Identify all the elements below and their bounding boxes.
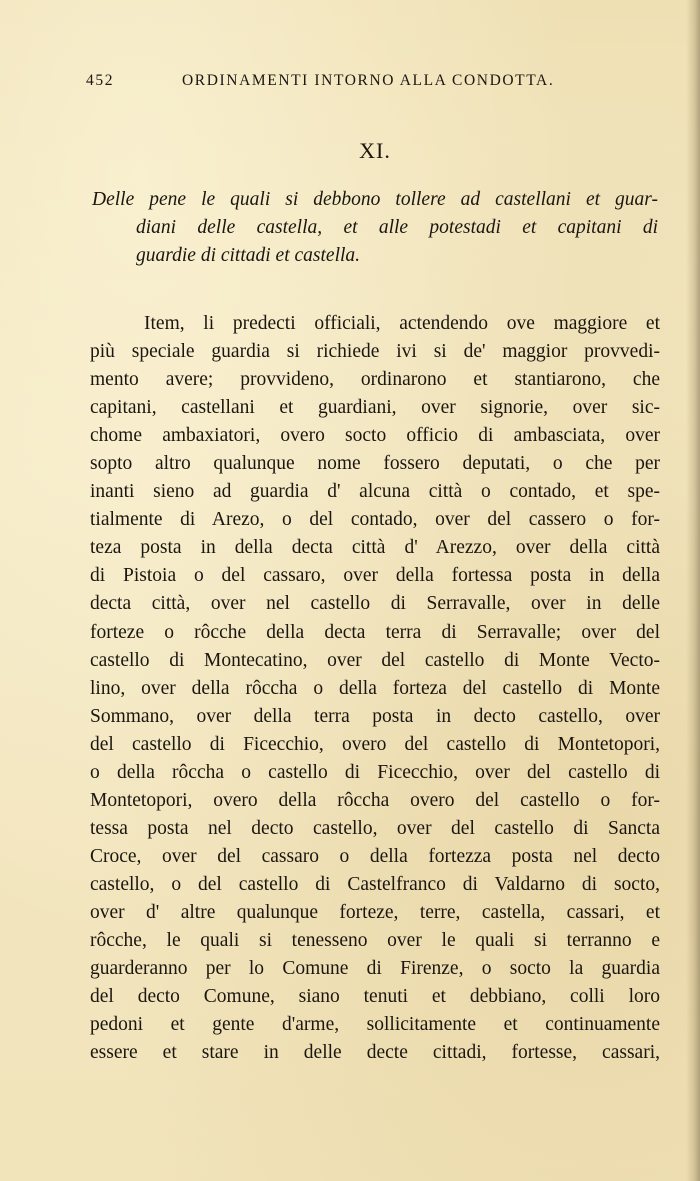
rubric-line: Delle pene le quali si debbono tollere ad castellani et guar-	[92, 189, 658, 210]
text-line: di Pistoia o del cassaro, over della fortessa posta in della	[90, 565, 660, 587]
text-line: tialmente di Arezo, o del contado, over del cassero o for-	[90, 509, 660, 531]
text-line: castello, o del castello di Castelfranco di Valdarno di socto,	[90, 873, 660, 895]
text-line: lino, over della rôccha o della forteza del castello di Monte	[90, 677, 660, 699]
text-line: pedoni et gente d'arme, sollicitamente et continuamente	[90, 1014, 660, 1036]
text-line: o della rôccha o castello di Ficecchio, over del castello di	[90, 761, 660, 783]
page-number: 452	[86, 72, 115, 89]
body-paragraph	[90, 310, 660, 1067]
text-line: forteze o rôcche della decta terra di Serravalle; over del	[90, 621, 660, 643]
text-line: Item, li predecti officiali, actendendo ove maggiore et	[144, 313, 660, 334]
rubric-line: guardie di cittadi et castella.	[136, 245, 361, 266]
text-line: più speciale guardia si richiede ivi si de' maggior provvedi-	[90, 341, 660, 363]
running-head	[86, 72, 606, 96]
text-line: Croce, over del cassaro o della fortezza posta nel decto	[90, 845, 660, 867]
text-line: over d' altre qualunque forteze, terre, castella, cassari, et	[90, 901, 660, 923]
text-line: guarderanno per lo Comune di Firenze, o socto la guardia	[90, 958, 660, 980]
text-line: Sommano, over della terra posta in decto castello, over	[90, 705, 660, 727]
text-line: rôcche, le quali si tenesseno over le quali si terranno e	[90, 930, 660, 952]
text-line: tessa posta nel decto castello, over del castello di Sancta	[90, 817, 660, 839]
text-line: chome ambaxiatori, overo socto officio di ambasciata, over	[90, 425, 660, 447]
text-line: Montetopori, overo della rôccha overo del castello o for-	[90, 789, 660, 811]
text-line: capitani, castellani et guardiani, over signorie, over sic-	[90, 397, 660, 419]
text-line: inanti sieno ad guardia d' alcuna città o contado, et spe-	[90, 481, 660, 503]
text-line: sopto altro qualunque nome fossero deputati, o che per	[90, 453, 660, 475]
text-line: mento avere; provvideno, ordinarono et stantiarono, che	[90, 369, 660, 391]
text-line: castello di Montecatino, over del castello di Monte Vecto-	[90, 649, 660, 671]
page-edge-shadow	[686, 0, 700, 1181]
text-line: essere et stare in delle decte cittadi, fortesse, cassari,	[90, 1042, 660, 1064]
chapter-rubric	[92, 186, 658, 270]
text-line: decta città, over nel castello di Serravalle, over in delle	[90, 593, 660, 615]
running-head-title: ORDINAMENTI INTORNO ALLA CONDOTTA.	[182, 72, 555, 89]
text-line: teza posta in della decta città d' Arezzo, over della città	[90, 537, 660, 559]
text-line: del castello di Ficecchio, overo del castello di Montetopori,	[90, 733, 660, 755]
rubric-line: diani delle castella, et alle potestadi et capitani di	[136, 217, 658, 238]
text-line: del decto Comune, siano tenuti et debbiano, colli loro	[90, 986, 660, 1008]
chapter-number: XI.	[359, 138, 391, 163]
